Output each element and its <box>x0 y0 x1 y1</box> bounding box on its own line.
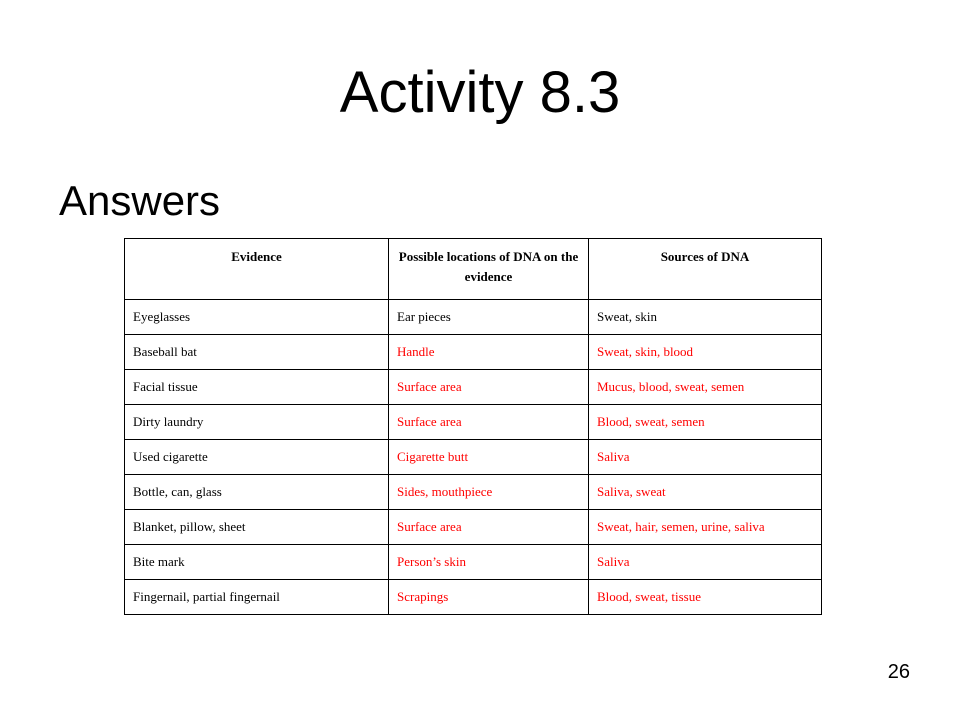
cell-evidence: Facial tissue <box>125 370 389 405</box>
cell-locations: Scrapings <box>389 580 589 615</box>
cell-locations: Surface area <box>389 405 589 440</box>
cell-sources: Blood, sweat, tissue <box>589 580 822 615</box>
header-locations: Possible locations of DNA on the evidence <box>389 239 589 300</box>
table-row <box>125 545 822 580</box>
cell-locations: Surface area <box>389 510 589 545</box>
cell-locations: Cigarette butt <box>389 440 589 475</box>
cell-locations: Ear pieces <box>389 300 589 335</box>
slide-title: Activity 8.3 <box>339 60 621 125</box>
table-row <box>125 580 822 615</box>
cell-locations: Surface area <box>389 370 589 405</box>
cell-sources: Sweat, hair, semen, urine, saliva <box>589 510 822 545</box>
table-row <box>125 335 822 370</box>
cell-evidence: Bite mark <box>125 545 389 580</box>
dna-evidence-table <box>124 238 822 615</box>
cell-evidence: Bottle, can, glass <box>125 475 389 510</box>
cell-locations: Sides, mouthpiece <box>389 475 589 510</box>
table-row <box>125 440 822 475</box>
table-row <box>125 370 822 405</box>
cell-evidence: Fingernail, partial fingernail <box>125 580 389 615</box>
cell-sources: Sweat, skin <box>589 300 822 335</box>
header-sources: Sources of DNA <box>589 239 822 300</box>
cell-sources: Saliva <box>589 545 822 580</box>
cell-evidence: Dirty laundry <box>125 405 389 440</box>
cell-evidence: Blanket, pillow, sheet <box>125 510 389 545</box>
cell-locations: Person’s skin <box>389 545 589 580</box>
table-row <box>125 405 822 440</box>
cell-sources: Blood, sweat, semen <box>589 405 822 440</box>
cell-sources: Saliva <box>589 440 822 475</box>
table-row <box>125 475 822 510</box>
cell-evidence: Eyeglasses <box>125 300 389 335</box>
table-header-row <box>125 239 822 300</box>
cell-evidence: Baseball bat <box>125 335 389 370</box>
cell-locations: Handle <box>389 335 589 370</box>
cell-sources: Mucus, blood, sweat, semen <box>589 370 822 405</box>
header-evidence: Evidence <box>125 239 389 300</box>
page-number: 26 <box>887 661 910 683</box>
cell-sources: Saliva, sweat <box>589 475 822 510</box>
table-row <box>125 510 822 545</box>
table-row <box>125 300 822 335</box>
cell-sources: Sweat, skin, blood <box>589 335 822 370</box>
slide-subtitle: Answers <box>59 177 221 224</box>
cell-evidence: Used cigarette <box>125 440 389 475</box>
